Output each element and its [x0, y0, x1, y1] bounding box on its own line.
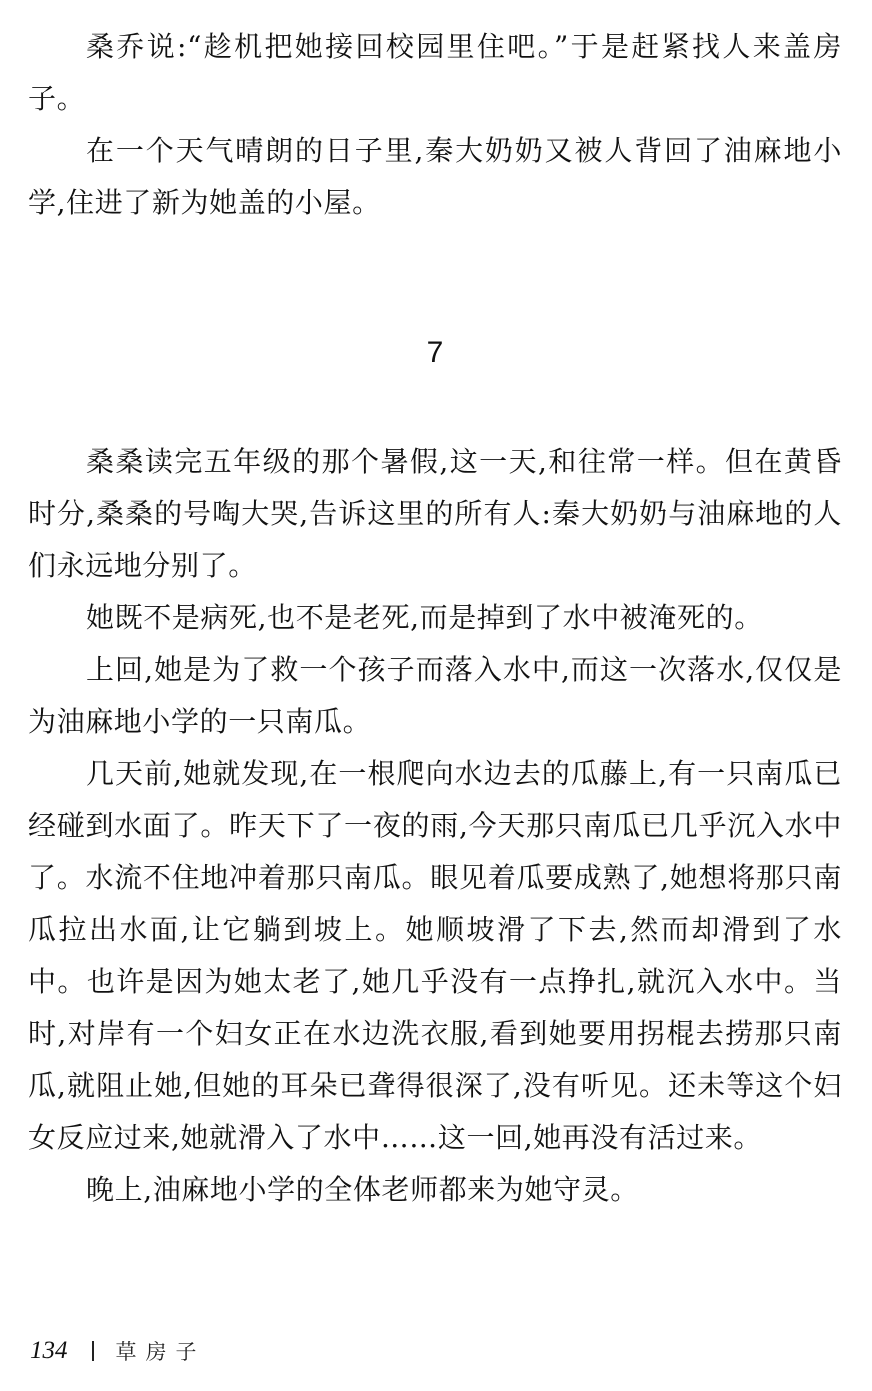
chapter-number: 7	[426, 336, 444, 369]
paragraph: 桑桑读完五年级的那个暑假,这一天,和往常一样。但在黄昏时分,桑桑的号啕大哭,告诉这里的所有人:秦大奶奶与油麻地的人们永远地分别了。	[28, 445, 842, 582]
paragraph: 几天前,她就发现,在一根爬向水边去的瓜藤上,有一只南瓜已经碰到水面了。昨天下了一夜的雨,今天那只南瓜已几乎沉入水中了。水流不住地冲着那只南瓜。眼见着瓜要成熟了,她想将那只南瓜拉出水面,让它躺到坡上。她顺坡滑了下去,然而却滑到了水中。也许是因为她太老了,她几乎没有一点挣扎,就沉入水中。当时,对岸有一个妇女正在水边洗衣服,看到她要用拐棍去捞那只南瓜,就阻止她,但她的耳朵已聋得很深了,没有听见。还未等这个妇女反应过来,她就滑入了水中……这一回,她再没有活过来。	[28, 757, 842, 1154]
page-footer	[30, 1333, 206, 1369]
paragraph: 她既不是病死,也不是老死,而是掉到了水中被淹死的。	[86, 601, 763, 634]
paragraph: 在一个天气晴朗的日子里,秦大奶奶又被人背回了油麻地小学,住进了新为她盖的小屋。	[28, 134, 842, 219]
footer-separator	[92, 1341, 94, 1361]
paragraph: 上回,她是为了救一个孩子而落入水中,而这一次落水,仅仅是为油麻地小学的一只南瓜。	[28, 653, 842, 738]
paragraph: 桑乔说:“趁机把她接回校园里住吧。”于是赶紧找人来盖房子。	[28, 30, 842, 115]
paragraph: 晚上,油麻地小学的全体老师都来为她守灵。	[86, 1173, 639, 1206]
page-number: 134	[30, 1337, 68, 1364]
text-section-top	[28, 21, 842, 229]
book-title: 草房子	[115, 1340, 206, 1364]
text-section-main	[28, 436, 842, 1216]
